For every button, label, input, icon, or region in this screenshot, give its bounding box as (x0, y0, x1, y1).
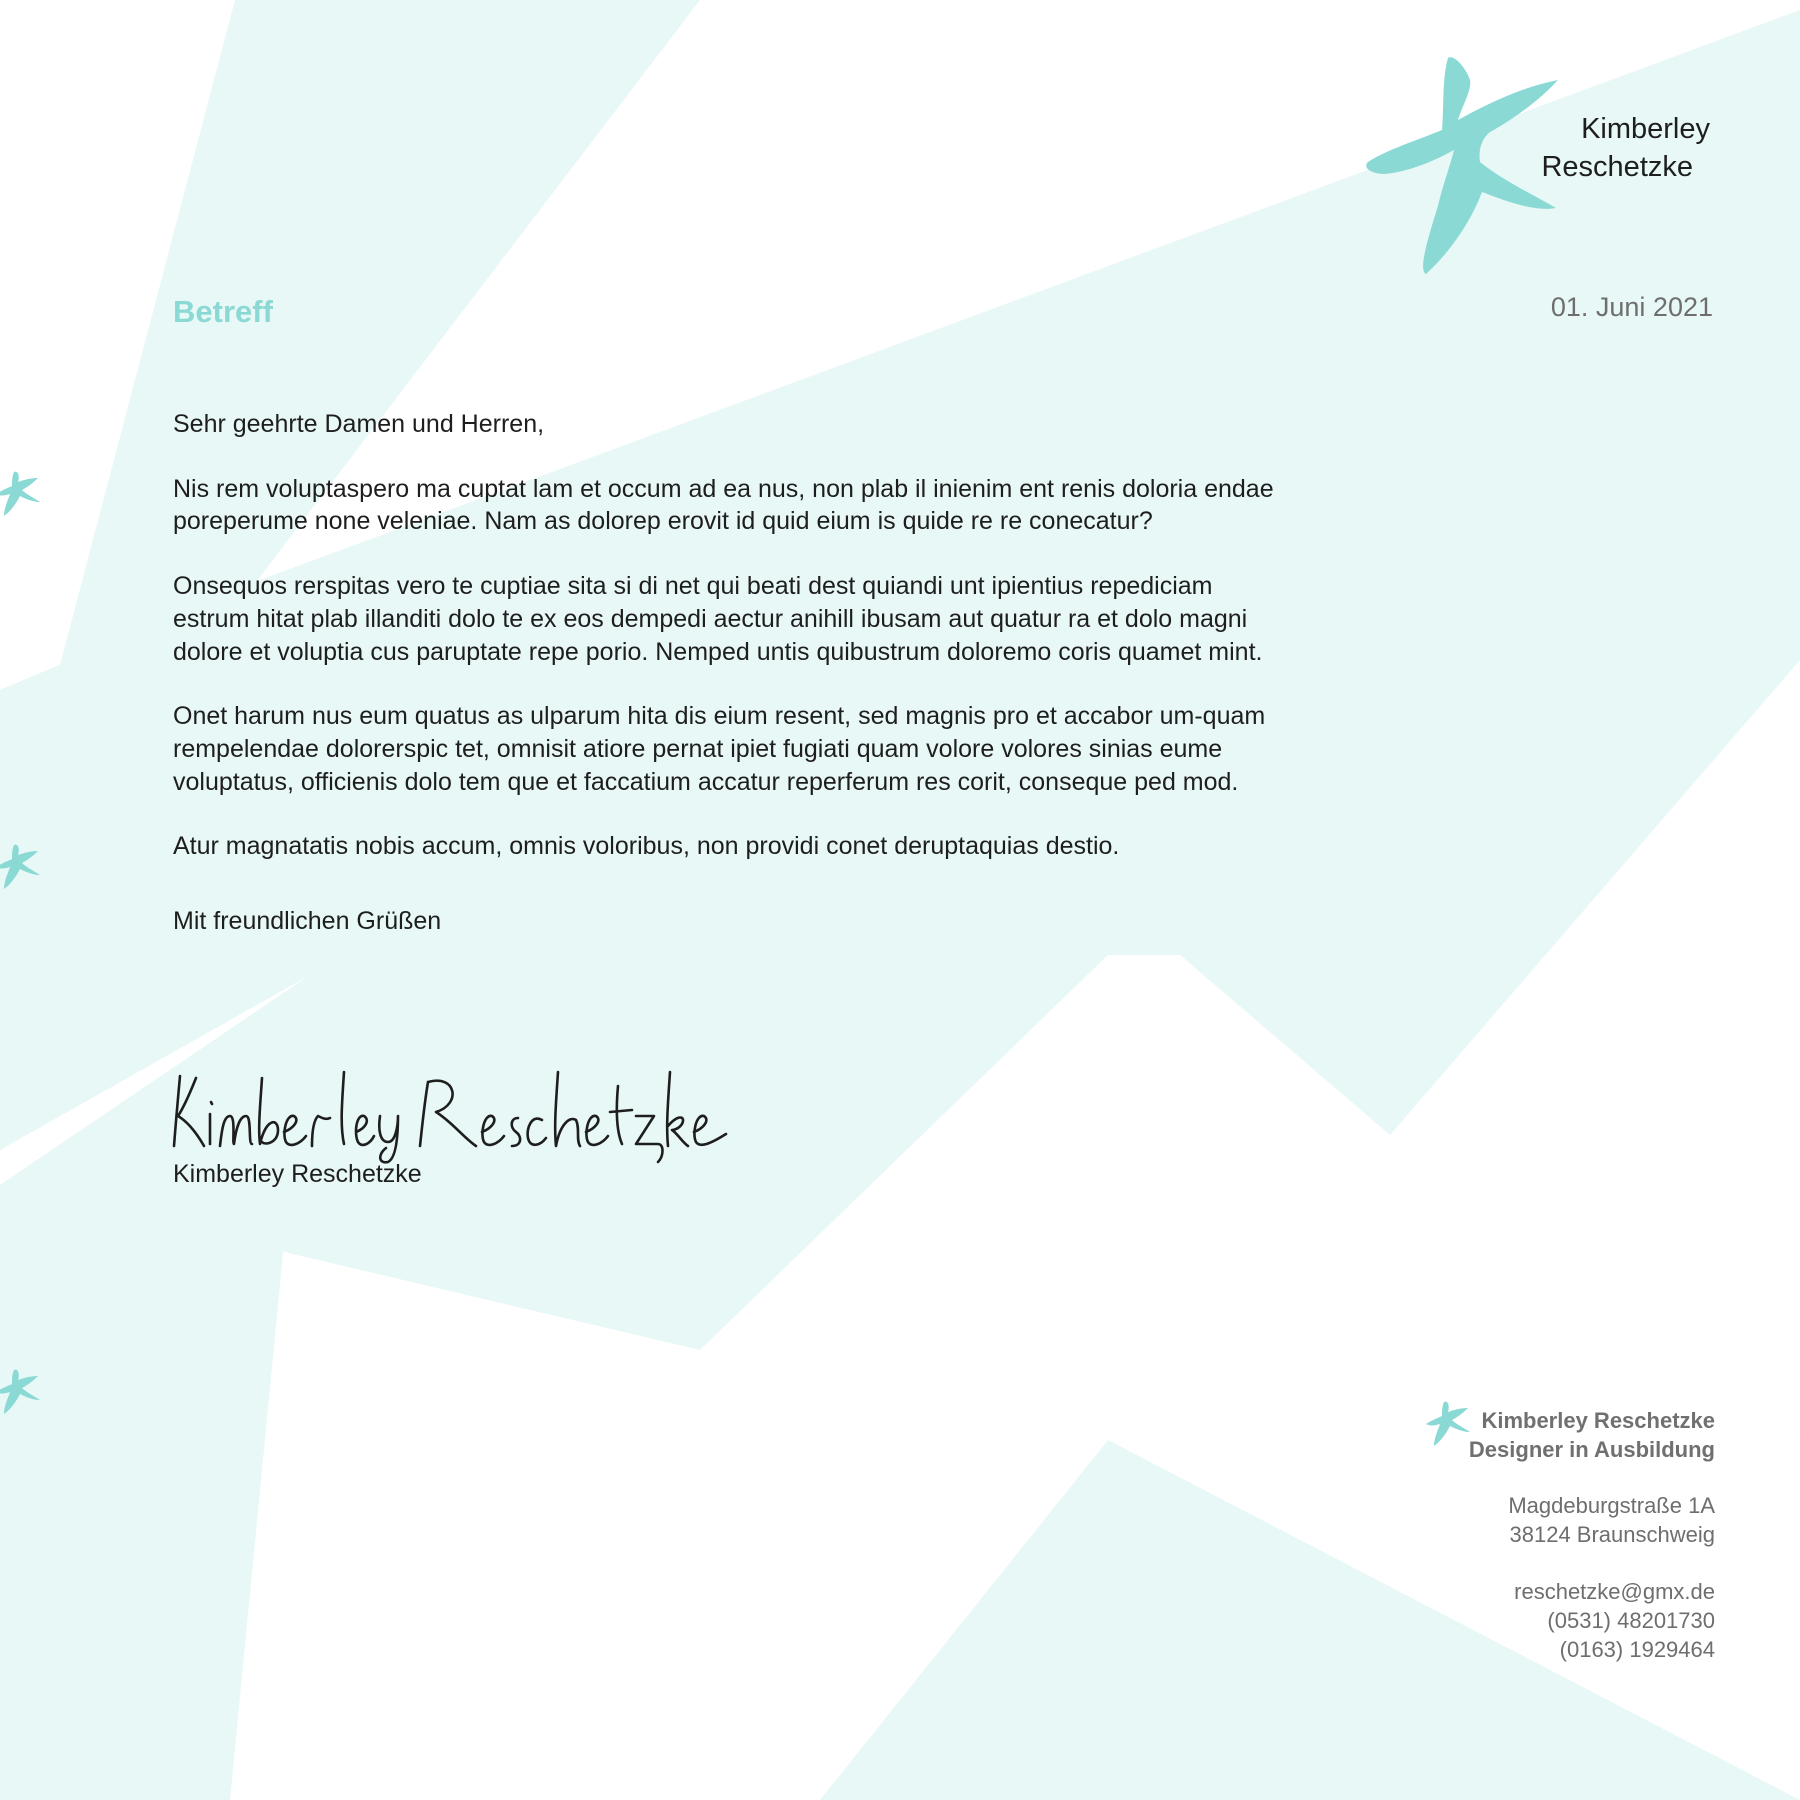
star-k-icon (0, 1368, 42, 1414)
paragraph-4: Atur magnatatis nobis accum, omnis voloribus, non providi conet deruptaquias destio. (173, 832, 1120, 861)
letter-body (173, 408, 1283, 938)
salutation: Sehr geehrte Damen und Herren, (173, 410, 545, 438)
footer-city: 38124 Braunschweig (1509, 1522, 1715, 1547)
logo-name-first: Kimberley (1581, 113, 1710, 145)
signer-name: Kimberley Reschetzke (173, 1160, 422, 1188)
handwritten-signature (166, 1058, 766, 1168)
footer-contact (1380, 1406, 1715, 1664)
letter-subject: Betreff (173, 294, 273, 329)
paragraph-3: Onet harum nus eum quatus as ulparum hita dis eium resent, sed magnis pro et accabor um-quam rempelendae dolorerspic tet, omnisit atiore pernat ipiet fugiati quam volore volores sinias eume voluptatus, officienis dolo tem que et faccatium accatur reperferum res corit, conseque ped mod. (173, 702, 1266, 796)
star-k-icon (0, 843, 42, 889)
paragraph-2: Onsequos rerspitas vero te cuptiae sita si di net qui beati dest quiandi unt ipientius repediciam estrum hitat plab illanditi dolo te ex eos dempedi aectur anihill ibusam aut quatur ra et dolo magni dolore et voluptia cus paruptate repe porio. Nemped untis quibustrum doloremo coris quamet mint. (173, 572, 1263, 666)
footer-email[interactable]: reschetzke@gmx.de (1514, 1579, 1715, 1604)
footer-role: Designer in Ausbildung (1468, 1437, 1715, 1462)
footer-phone-1[interactable]: (0531) 48201730 (1547, 1608, 1715, 1633)
logo-wordmark (1520, 110, 1710, 186)
star-k-icon (0, 470, 42, 516)
letter-date: 01. Juni 2021 (1550, 292, 1713, 322)
footer-phone-2[interactable]: (0163) 1929464 (1559, 1637, 1715, 1662)
paragraph-1: Nis rem voluptaspero ma cuptat lam et occum ad ea nus, non plab il inienim ent renis doloria endae poreperume none veleniae. Nam as dolorep erovit id quid eium is quide re re conecatur? (173, 474, 1274, 536)
logo-name-last: Reschetzke (1541, 151, 1693, 183)
closing: Mit freundlichen Grüßen (173, 907, 442, 936)
footer-name: Kimberley Reschetzke (1481, 1408, 1715, 1433)
footer-street: Magdeburgstraße 1A (1508, 1493, 1715, 1518)
